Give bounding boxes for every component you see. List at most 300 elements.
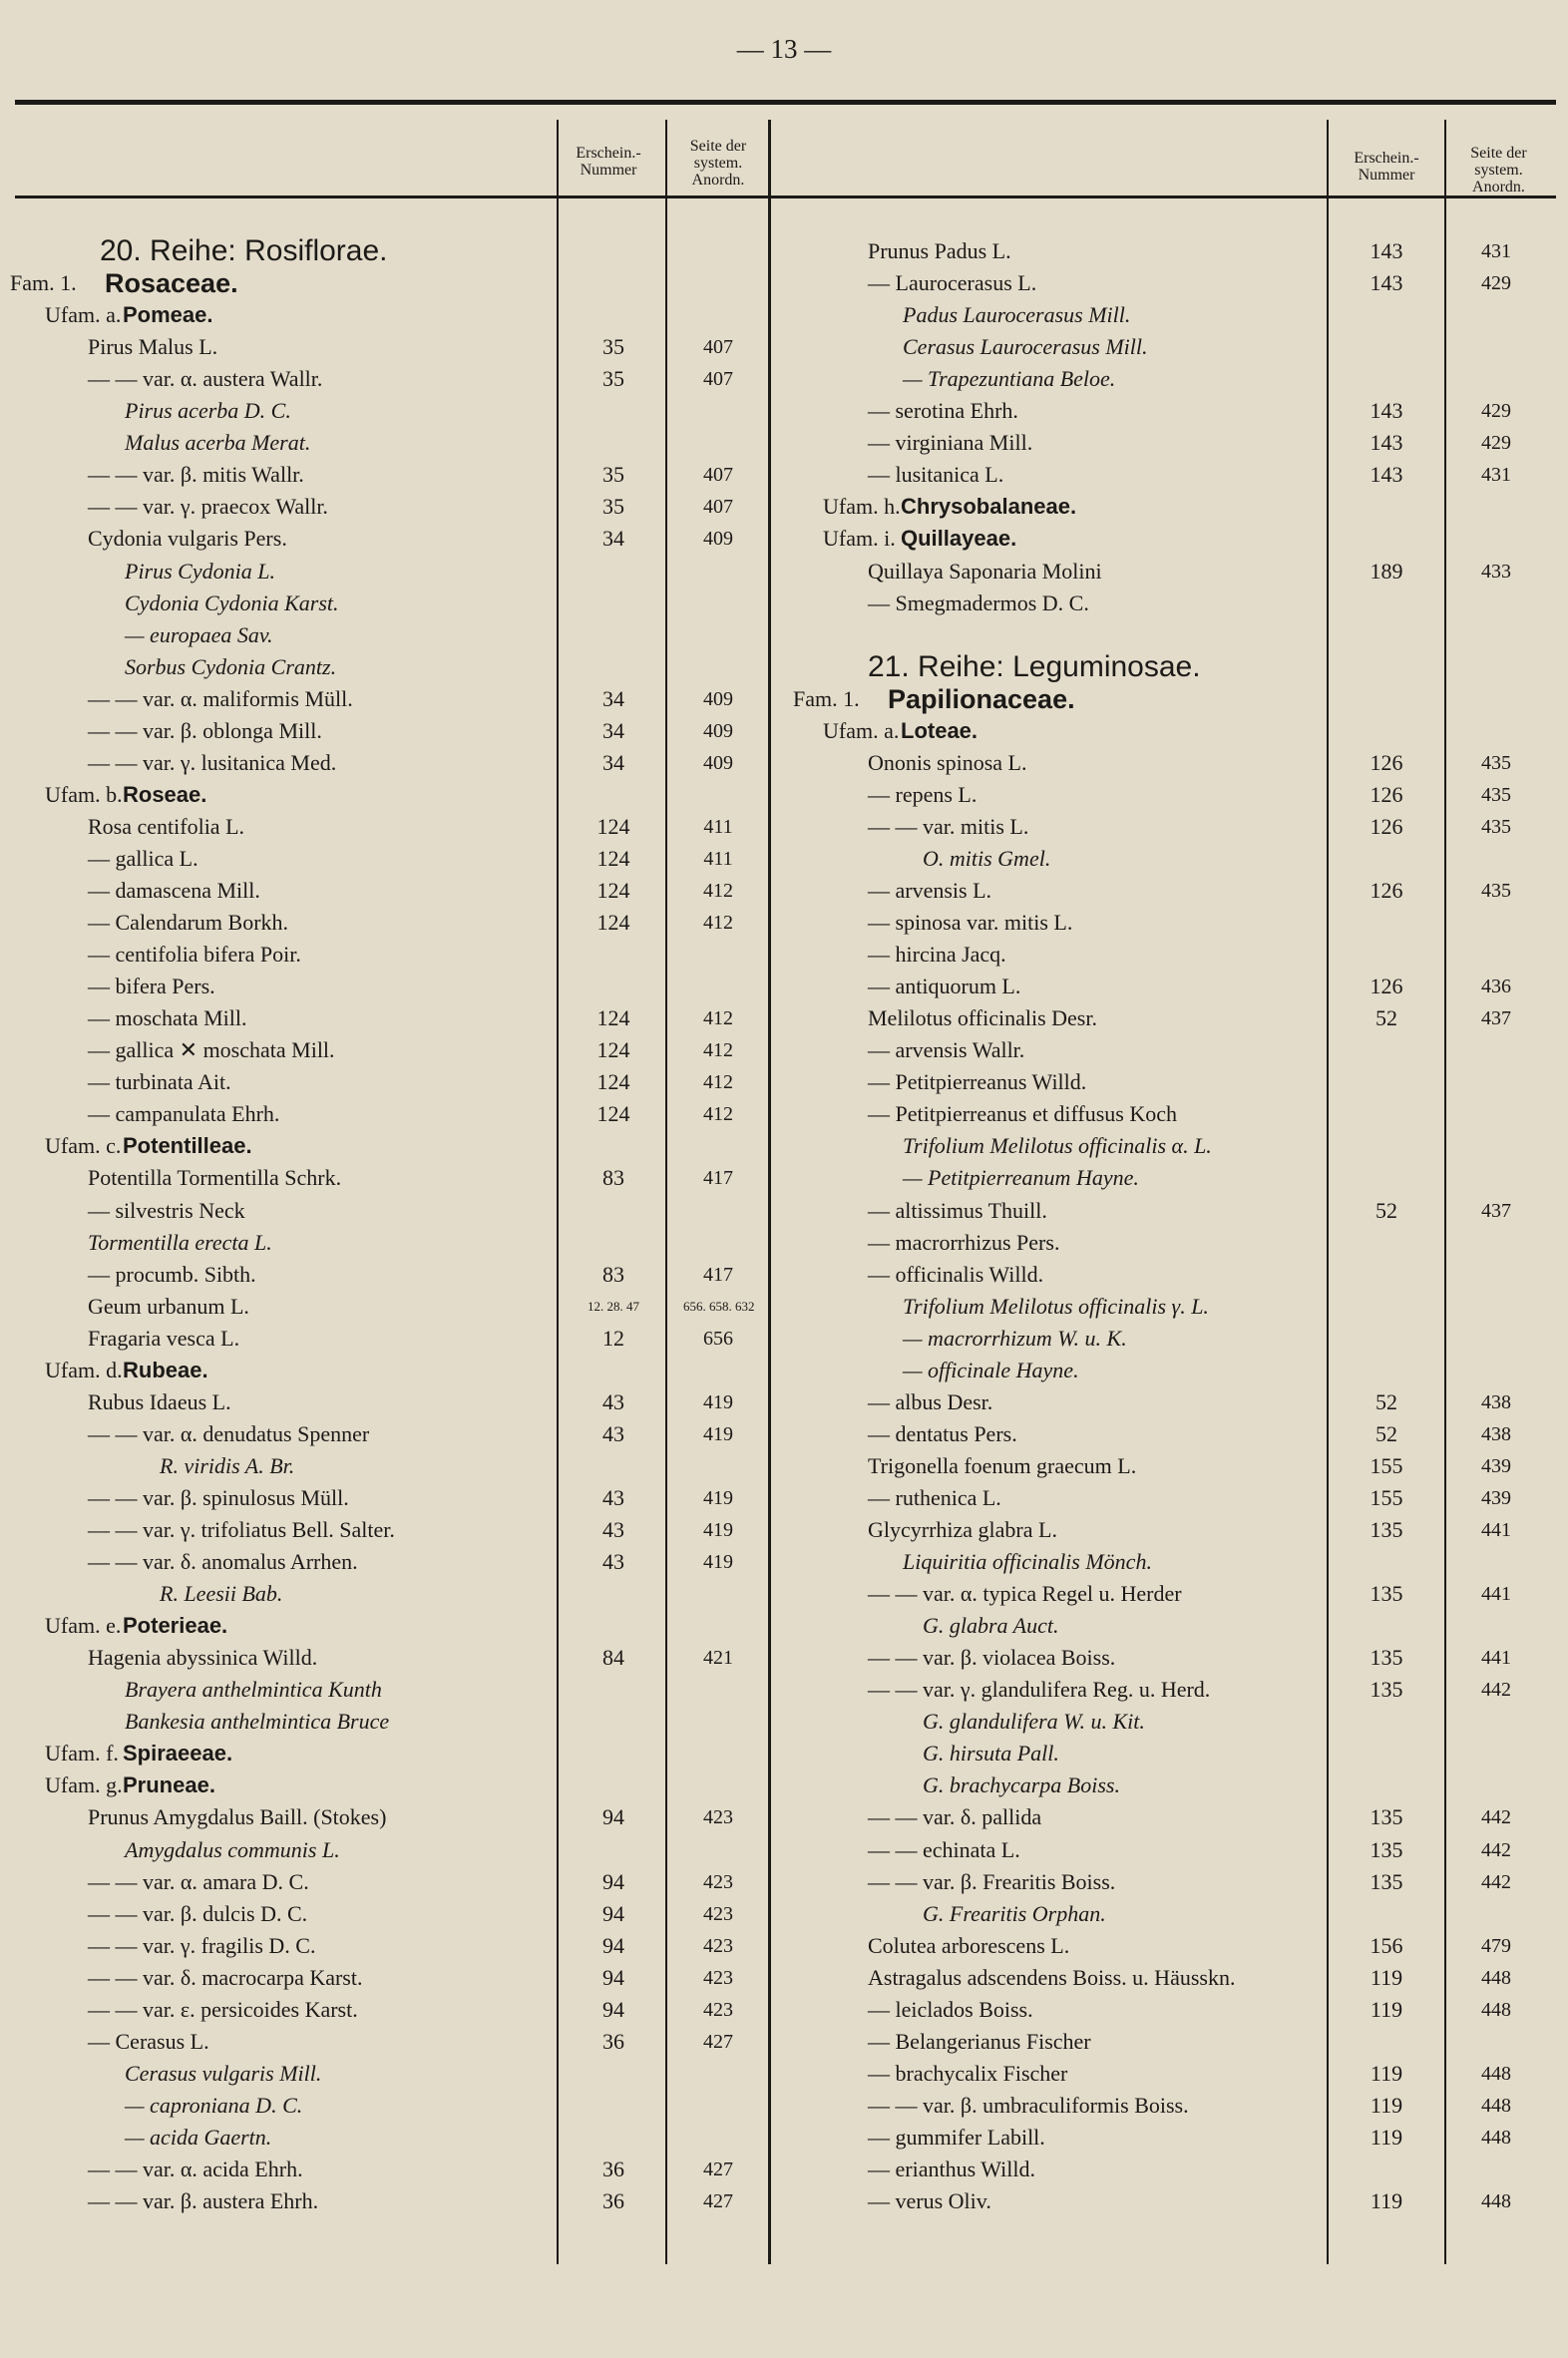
entry-text: — altissimus Thuill. bbox=[868, 1197, 1047, 1223]
issue-number: 124 bbox=[596, 910, 630, 936]
entry-text: — Calendarum Borkh. bbox=[88, 910, 289, 936]
entry-row bbox=[798, 1642, 1568, 1674]
page-reference: 429 bbox=[1481, 432, 1511, 455]
entry-row bbox=[798, 1610, 1568, 1642]
entry-text: — — var. mitis L. bbox=[868, 813, 1029, 839]
entry-text: — centifolia bifera Poir. bbox=[88, 942, 301, 968]
entry-text: — Petitpierreanus et diffusus Koch bbox=[868, 1101, 1177, 1127]
issue-number: 36 bbox=[602, 2157, 624, 2181]
page-reference: 419 bbox=[703, 1390, 733, 1413]
issue-number: 52 bbox=[1375, 1420, 1397, 1446]
entry-text: G. glandulifera W. u. Kit. bbox=[923, 1709, 1145, 1735]
page-reference: 423 bbox=[703, 1966, 733, 1989]
entry-row bbox=[798, 235, 1568, 267]
entry-row bbox=[798, 1898, 1568, 1930]
page-reference: 412 bbox=[703, 880, 733, 902]
entry-text: — lusitanica L. bbox=[868, 462, 1004, 488]
entry-text: Potentilla Tormentilla Schrk. bbox=[88, 1165, 342, 1191]
page-reference: 431 bbox=[1481, 240, 1511, 262]
page-reference: 438 bbox=[1481, 1422, 1511, 1445]
page-reference: 441 bbox=[1481, 1583, 1511, 1606]
entry-text: — — var. α. typica Regel u. Herder bbox=[868, 1581, 1182, 1607]
issue-number: 83 bbox=[602, 1261, 624, 1287]
entry-text: — arvensis L. bbox=[868, 878, 992, 903]
entry-row bbox=[798, 2058, 1568, 2090]
entry-text: — — var. α. acida Ehrh. bbox=[88, 2157, 303, 2181]
entry-row bbox=[798, 1066, 1568, 1098]
entry-text: — verus Oliv. bbox=[868, 2188, 991, 2214]
entry-text: — gallica ✕ moschata Mill. bbox=[88, 1037, 335, 1063]
entry-row bbox=[798, 1706, 1568, 1738]
issue-number: 143 bbox=[1370, 430, 1403, 456]
page-reference: 438 bbox=[1481, 1390, 1511, 1413]
entry-row bbox=[798, 2090, 1568, 2122]
issue-number: 143 bbox=[1370, 270, 1403, 296]
issue-number: 52 bbox=[1375, 1197, 1397, 1223]
entry-text: — — var. β. austera Ehrh. bbox=[88, 2188, 319, 2214]
issue-number: 155 bbox=[1370, 1484, 1403, 1510]
entry-text: Astragalus adscendens Boiss. u. Häusskn. bbox=[868, 1964, 1236, 1990]
issue-number: 34 bbox=[602, 749, 624, 775]
entry-row bbox=[798, 811, 1568, 843]
entry-text: — repens L. bbox=[868, 781, 978, 807]
page-reference: 417 bbox=[703, 1263, 733, 1286]
entry-text: — — var. α. amara D. C. bbox=[88, 1868, 309, 1894]
entry-text: — europaea Sav. bbox=[125, 621, 273, 647]
issue-number: 36 bbox=[602, 2028, 624, 2054]
entry-text: R. Leesii Bab. bbox=[160, 1581, 283, 1607]
issue-number: 156 bbox=[1370, 1932, 1403, 1958]
page-reference: 427 bbox=[703, 2159, 733, 2180]
entry-text: — — var. β. dulcis D. C. bbox=[88, 1900, 308, 1926]
page-reference: 435 bbox=[1481, 880, 1511, 902]
entry-text: Cydonia Cydonia Karst. bbox=[125, 590, 339, 615]
entry-text: — caproniana D. C. bbox=[125, 2092, 303, 2118]
entry-text: — Laurocerasus L. bbox=[868, 270, 1037, 296]
issue-number: 94 bbox=[602, 1996, 624, 2022]
page-reference: 448 bbox=[1481, 1966, 1511, 1989]
entry-row bbox=[798, 395, 1568, 427]
entry-text: — — var. γ. fragilis D. C. bbox=[88, 1932, 316, 1958]
entry-row bbox=[798, 1323, 1568, 1355]
issue-number: 143 bbox=[1370, 398, 1403, 424]
entry-text: Ufam. b. bbox=[45, 781, 123, 807]
entry-text: — — var. γ. lusitanica Med. bbox=[88, 749, 337, 775]
issue-number: 189 bbox=[1370, 558, 1403, 584]
entry-text: Pirus Malus L. bbox=[88, 334, 218, 360]
page-reference: 448 bbox=[1481, 1998, 1511, 2021]
entry-text: Hagenia abyssinica Willd. bbox=[88, 1645, 318, 1671]
entry-row bbox=[798, 971, 1568, 1002]
taxon-name: Papilionaceae. bbox=[888, 683, 1075, 714]
page-reference: 435 bbox=[1481, 751, 1511, 774]
entry-text: Tormentilla erecta L. bbox=[88, 1229, 272, 1255]
entry-text: — Smegmadermos D. C. bbox=[868, 590, 1089, 615]
entry-row bbox=[798, 1034, 1568, 1066]
issue-number: 135 bbox=[1370, 1836, 1403, 1862]
entry-text: — dentatus Pers. bbox=[868, 1420, 1017, 1446]
entry-row bbox=[798, 1418, 1568, 1450]
page-reference: 442 bbox=[1481, 1806, 1511, 1829]
entry-row bbox=[798, 1801, 1568, 1833]
page-reference: 439 bbox=[1481, 1486, 1511, 1509]
issue-number: 94 bbox=[602, 1964, 624, 1990]
entry-text: — — var. δ. macrocarpa Karst. bbox=[88, 1964, 363, 1990]
right-header-number: Erschein.- Nummer bbox=[1354, 150, 1419, 184]
right-header-page: Seite der system. Anordn. bbox=[1470, 145, 1527, 196]
entry-text: — albus Desr. bbox=[868, 1388, 993, 1414]
entry-text: 21. Reihe: Leguminosae. bbox=[868, 649, 1201, 683]
page-reference: 407 bbox=[703, 336, 733, 359]
page-reference: 431 bbox=[1481, 464, 1511, 487]
entry-text: — officinalis Willd. bbox=[868, 1261, 1044, 1287]
issue-number: 43 bbox=[602, 1549, 624, 1575]
page-reference: 423 bbox=[703, 1934, 733, 1957]
issue-number: 94 bbox=[602, 1804, 624, 1830]
entry-text: — leiclados Boiss. bbox=[868, 1996, 1033, 2022]
issue-number: 126 bbox=[1370, 813, 1403, 839]
entry-text: R. viridis A. Br. bbox=[160, 1452, 295, 1478]
taxon-name: Loteae. bbox=[901, 717, 979, 743]
entry-text: Sorbus Cydonia Crantz. bbox=[125, 653, 337, 679]
entry-row bbox=[798, 556, 1568, 588]
issue-number: 43 bbox=[602, 1388, 624, 1414]
page-reference: 442 bbox=[1481, 1870, 1511, 1893]
page-reference: 423 bbox=[703, 1902, 733, 1925]
entry-text: — — var. α. maliformis Müll. bbox=[88, 685, 353, 711]
entry-row bbox=[798, 363, 1568, 395]
issue-number: 12. 28. 47 bbox=[588, 1298, 639, 1314]
page-reference: 479 bbox=[1481, 1934, 1511, 1957]
entry-text: Malus acerba Merat. bbox=[125, 430, 311, 456]
entry-text: — — var. β. Frearitis Boiss. bbox=[868, 1868, 1116, 1894]
issue-number: 126 bbox=[1370, 974, 1403, 999]
entry-row bbox=[798, 299, 1568, 331]
page-reference: 448 bbox=[1481, 2126, 1511, 2149]
entry-text: — acida Gaertn. bbox=[125, 2124, 272, 2150]
issue-number: 135 bbox=[1370, 1581, 1403, 1607]
issue-number: 135 bbox=[1370, 1517, 1403, 1542]
entry-row bbox=[798, 331, 1568, 363]
page-reference: 423 bbox=[703, 1806, 733, 1829]
entry-text: — Petitpierreanus Willd. bbox=[868, 1069, 1087, 1095]
issue-number: 119 bbox=[1370, 2188, 1403, 2214]
entry-row bbox=[798, 1002, 1568, 1034]
entry-text: Ufam. h. bbox=[823, 494, 901, 520]
entry-text: Rubus Idaeus L. bbox=[88, 1388, 231, 1414]
page-reference: 429 bbox=[1481, 400, 1511, 423]
entry-text: — Cerasus L. bbox=[88, 2028, 209, 2054]
entry-text: — — var. β. violacea Boiss. bbox=[868, 1645, 1116, 1671]
entry-text: — silvestris Neck bbox=[88, 1197, 245, 1223]
entry-text: — — var. α. austera Wallr. bbox=[88, 366, 323, 392]
entry-row bbox=[798, 1738, 1568, 1769]
page-reference: 442 bbox=[1481, 1679, 1511, 1702]
issue-number: 124 bbox=[596, 878, 630, 903]
issue-number: 34 bbox=[602, 685, 624, 711]
subfamily-heading bbox=[798, 491, 1568, 523]
entry-row bbox=[798, 1195, 1568, 1227]
page-reference: 419 bbox=[703, 1486, 733, 1509]
page-reference: 441 bbox=[1481, 1647, 1511, 1670]
taxon-name: Pruneae. bbox=[123, 1772, 215, 1798]
entry-text: Ufam. d. bbox=[45, 1357, 123, 1382]
entry-text: Liquiritia officinalis Mönch. bbox=[903, 1549, 1152, 1575]
page-reference: 427 bbox=[703, 2190, 733, 2213]
entry-text: — gummifer Labill. bbox=[868, 2124, 1045, 2150]
entry-text: — brachycalix Fischer bbox=[868, 2060, 1068, 2086]
entry-text: Cerasus vulgaris Mill. bbox=[125, 2060, 322, 2086]
issue-number: 52 bbox=[1375, 1388, 1397, 1414]
page-reference: 419 bbox=[703, 1422, 733, 1445]
page-reference: 448 bbox=[1481, 2190, 1511, 2213]
entry-row bbox=[798, 1546, 1568, 1578]
entry-text: Ufam. e. bbox=[45, 1613, 122, 1639]
issue-number: 124 bbox=[596, 1037, 630, 1063]
issue-number: 155 bbox=[1370, 1452, 1403, 1478]
entry-text: — Petitpierreanum Hayne. bbox=[903, 1165, 1139, 1191]
issue-number: 135 bbox=[1370, 1645, 1403, 1671]
issue-number: 119 bbox=[1370, 1996, 1403, 2022]
entry-row bbox=[798, 1162, 1568, 1194]
taxon-name: Quillayeae. bbox=[901, 526, 1017, 552]
issue-number: 35 bbox=[602, 366, 624, 392]
entry-row bbox=[798, 1259, 1568, 1291]
entry-text: Ufam. c. bbox=[45, 1133, 122, 1159]
page-reference: 409 bbox=[703, 751, 733, 774]
entry-text: G. glabra Auct. bbox=[923, 1613, 1059, 1639]
page-reference: 435 bbox=[1481, 815, 1511, 838]
entry-text: Colutea arborescens L. bbox=[868, 1932, 1070, 1958]
entry-text: — serotina Ehrh. bbox=[868, 398, 1018, 424]
entry-text: — — var. β. umbraculiformis Boiss. bbox=[868, 2092, 1189, 2118]
entry-text: — — var. δ. pallida bbox=[868, 1804, 1042, 1830]
taxon-name: Chrysobalaneae. bbox=[901, 494, 1077, 520]
entry-row bbox=[798, 1355, 1568, 1386]
entry-text: Ufam. i. bbox=[823, 526, 896, 552]
entry-row bbox=[798, 1834, 1568, 1866]
entry-row bbox=[798, 2154, 1568, 2185]
entry-text: Ononis spinosa L. bbox=[868, 749, 1027, 775]
page-reference: 442 bbox=[1481, 1838, 1511, 1861]
entry-row bbox=[798, 459, 1568, 491]
entry-text: Cydonia vulgaris Pers. bbox=[88, 526, 287, 552]
entry-text: Amygdalus communis L. bbox=[125, 1836, 340, 1862]
issue-number: 94 bbox=[602, 1932, 624, 1958]
entry-row bbox=[798, 1386, 1568, 1418]
entry-row bbox=[798, 2185, 1568, 2217]
entry-text: — damascena Mill. bbox=[88, 878, 260, 903]
entry-text: Fam. 1. bbox=[793, 685, 860, 711]
issue-number: 43 bbox=[602, 1517, 624, 1542]
page-reference: 407 bbox=[703, 368, 733, 391]
entry-row bbox=[798, 427, 1568, 459]
entry-row bbox=[798, 1930, 1568, 1962]
page-reference: 433 bbox=[1481, 560, 1511, 583]
issue-number: 35 bbox=[602, 462, 624, 488]
subfamily-heading bbox=[798, 523, 1568, 555]
entry-text: — gallica L. bbox=[88, 845, 198, 871]
entry-text: Quillaya Saponaria Molini bbox=[868, 558, 1102, 584]
page-reference: 429 bbox=[1481, 272, 1511, 295]
taxon-name: Roseae. bbox=[123, 781, 207, 807]
taxon-name: Pomeae. bbox=[123, 302, 213, 328]
entry-text: Pirus acerba D. C. bbox=[125, 398, 291, 424]
entry-row bbox=[798, 1994, 1568, 2026]
entry-text: — virginiana Mill. bbox=[868, 430, 1033, 456]
issue-number: 12 bbox=[602, 1325, 624, 1351]
entry-row bbox=[798, 267, 1568, 299]
entry-text: Brayera anthelmintica Kunth bbox=[125, 1677, 382, 1703]
entry-row bbox=[798, 1291, 1568, 1323]
entry-row bbox=[798, 1514, 1568, 1546]
issue-number: 135 bbox=[1370, 1677, 1403, 1703]
issue-number: 43 bbox=[602, 1420, 624, 1446]
entry-row bbox=[798, 779, 1568, 811]
issue-number: 35 bbox=[602, 494, 624, 520]
page-reference: 656. 658. 632 bbox=[683, 1298, 755, 1314]
page-reference: 427 bbox=[703, 2030, 733, 2053]
issue-number: 94 bbox=[602, 1868, 624, 1894]
entry-row bbox=[798, 1450, 1568, 1482]
page-reference: 412 bbox=[703, 1103, 733, 1126]
entry-row bbox=[798, 875, 1568, 907]
entry-text: G. hirsuta Pall. bbox=[923, 1741, 1059, 1767]
issue-number: 126 bbox=[1370, 878, 1403, 903]
taxon-name: Poterieae. bbox=[123, 1613, 228, 1639]
series-heading bbox=[798, 651, 1568, 683]
page-reference: 409 bbox=[703, 528, 733, 551]
page-reference: 448 bbox=[1481, 2062, 1511, 2085]
entry-text: — — var. δ. anomalus Arrhen. bbox=[88, 1549, 358, 1575]
page-reference: 439 bbox=[1481, 1454, 1511, 1477]
issue-number: 84 bbox=[602, 1645, 624, 1671]
entry-row bbox=[798, 1866, 1568, 1898]
issue-number: 43 bbox=[602, 1484, 624, 1510]
entry-text: Prunus Amygdalus Baill. (Stokes) bbox=[88, 1804, 387, 1830]
entry-row bbox=[798, 2122, 1568, 2154]
page-reference: 437 bbox=[1481, 1199, 1511, 1222]
left-header-number: Erschein.- Nummer bbox=[576, 145, 641, 179]
left-header-page: Seite der system. Anordn. bbox=[689, 138, 747, 189]
issue-number: 126 bbox=[1370, 781, 1403, 807]
issue-number: 143 bbox=[1370, 462, 1403, 488]
issue-number: 119 bbox=[1370, 2092, 1403, 2118]
issue-number: 94 bbox=[602, 1900, 624, 1926]
issue-number: 124 bbox=[596, 1005, 630, 1031]
entry-text: — Trapezuntiana Beloe. bbox=[903, 366, 1116, 392]
entry-text: Glycyrrhiza glabra L. bbox=[868, 1517, 1057, 1542]
issue-number: 52 bbox=[1375, 1005, 1397, 1031]
entry-row bbox=[798, 1482, 1568, 1514]
entry-text: Melilotus officinalis Desr. bbox=[868, 1005, 1097, 1031]
page-reference: 411 bbox=[703, 847, 733, 870]
issue-number: 119 bbox=[1370, 1964, 1403, 1990]
page-reference: 423 bbox=[703, 1870, 733, 1893]
page-reference: 417 bbox=[703, 1167, 733, 1190]
entry-row bbox=[798, 1227, 1568, 1259]
entry-text: — — var. β. mitis Wallr. bbox=[88, 462, 304, 488]
page-reference: 436 bbox=[1481, 976, 1511, 998]
entry-text: — ruthenica L. bbox=[868, 1484, 1001, 1510]
issue-number: 36 bbox=[602, 2188, 624, 2214]
issue-number: 124 bbox=[596, 1069, 630, 1095]
entry-row bbox=[798, 588, 1568, 619]
entry-text: — — var. γ. praecox Wallr. bbox=[88, 494, 328, 520]
entry-text: — — echinata L. bbox=[868, 1836, 1020, 1862]
entry-text: Fam. 1. bbox=[10, 270, 77, 296]
issue-number: 124 bbox=[596, 845, 630, 871]
page-reference: 412 bbox=[703, 1071, 733, 1094]
entry-text: — campanulata Ehrh. bbox=[88, 1101, 280, 1127]
issue-number: 35 bbox=[602, 334, 624, 360]
entry-text: O. mitis Gmel. bbox=[923, 845, 1051, 871]
taxon-name: Rubeae. bbox=[123, 1357, 208, 1382]
entry-text: Bankesia anthelmintica Bruce bbox=[125, 1709, 390, 1735]
issue-number: 135 bbox=[1370, 1804, 1403, 1830]
entry-text: — spinosa var. mitis L. bbox=[868, 910, 1073, 936]
entry-text: — macrorrhizus Pers. bbox=[868, 1229, 1060, 1255]
entry-text: G. Frearitis Orphan. bbox=[923, 1900, 1106, 1926]
entry-row bbox=[798, 747, 1568, 779]
entry-text: — antiquorum L. bbox=[868, 974, 1021, 999]
issue-number: 126 bbox=[1370, 749, 1403, 775]
entry-row bbox=[798, 1769, 1568, 1801]
issue-number: 143 bbox=[1370, 238, 1403, 263]
entry-text: — erianthus Willd. bbox=[868, 2157, 1035, 2181]
entry-row bbox=[798, 843, 1568, 875]
entry-row bbox=[798, 1130, 1568, 1162]
entry-text: Trifolium Melilotus officinalis α. L. bbox=[903, 1133, 1212, 1159]
entry-text: — bifera Pers. bbox=[88, 974, 215, 999]
issue-number: 83 bbox=[602, 1165, 624, 1191]
entry-text: — arvensis Wallr. bbox=[868, 1037, 1025, 1063]
entry-row bbox=[798, 1098, 1568, 1130]
entry-text: — turbinata Ait. bbox=[88, 1069, 231, 1095]
page-reference: 409 bbox=[703, 687, 733, 710]
subfamily-heading bbox=[798, 715, 1568, 747]
entry-text: — hircina Jacq. bbox=[868, 942, 1006, 968]
issue-number: 119 bbox=[1370, 2124, 1403, 2150]
entry-text: Ufam. a. bbox=[45, 302, 122, 328]
taxon-name: Rosaceae. bbox=[105, 268, 238, 299]
entry-row bbox=[798, 1674, 1568, 1706]
entry-text: G. brachycarpa Boiss. bbox=[923, 1772, 1120, 1798]
page-reference: 435 bbox=[1481, 783, 1511, 806]
page-reference: 407 bbox=[703, 464, 733, 487]
issue-number: 34 bbox=[602, 717, 624, 743]
issue-number: 119 bbox=[1370, 2060, 1403, 2086]
page-reference: 437 bbox=[1481, 1007, 1511, 1030]
page-reference: 411 bbox=[703, 815, 733, 838]
entry-text: Ufam. a. bbox=[823, 717, 900, 743]
entry-text: Fragaria vesca L. bbox=[88, 1325, 240, 1351]
issue-number: 34 bbox=[602, 526, 624, 552]
issue-number: 135 bbox=[1370, 1868, 1403, 1894]
entry-row bbox=[798, 619, 1568, 651]
page-number: — 13 — bbox=[736, 34, 832, 64]
entry-row bbox=[798, 907, 1568, 939]
entry-row bbox=[798, 2026, 1568, 2058]
taxon-name: Potentilleae. bbox=[123, 1133, 252, 1159]
page-reference: 423 bbox=[703, 1998, 733, 2021]
page-reference: 448 bbox=[1481, 2094, 1511, 2117]
entry-text: Padus Laurocerasus Mill. bbox=[903, 302, 1131, 328]
page-reference: 412 bbox=[703, 1039, 733, 1062]
entry-text: Trigonella foenum graecum L. bbox=[868, 1452, 1137, 1478]
page-reference: 412 bbox=[703, 912, 733, 935]
entry-text: 20. Reihe: Rosiflorae. bbox=[100, 234, 388, 267]
